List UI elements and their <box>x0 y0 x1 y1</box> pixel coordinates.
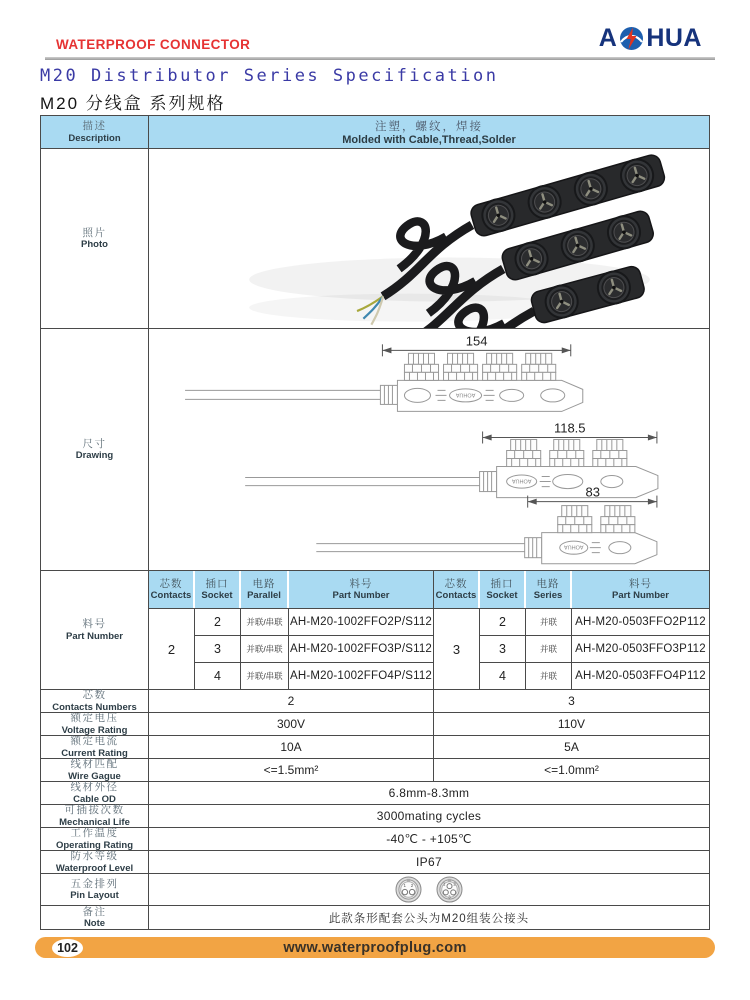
svg-text:1: 1 <box>442 881 446 887</box>
lightning-globe-icon <box>618 25 645 52</box>
svg-text:AOHUA: AOHUA <box>511 477 532 484</box>
pin-layout-3pin-icon <box>436 876 463 903</box>
dimension-drawing <box>149 329 709 570</box>
part-number-row: 4 并联 AH-M20-0503FFO4P112 <box>480 663 709 689</box>
row-label: 五金排列 Pin Layout <box>41 874 149 905</box>
svg-text:154: 154 <box>465 333 488 349</box>
page-title: M20 Distributor Series Specification <box>40 66 499 86</box>
svg-text:3: 3 <box>448 894 451 900</box>
value: 3000mating cycles <box>376 809 482 823</box>
contacts-count: 3 <box>434 609 480 689</box>
product-photo <box>149 149 709 328</box>
row-cable-od <box>41 782 709 805</box>
row-photo <box>41 149 709 329</box>
row-current-rating <box>41 736 709 759</box>
row-operating-rating <box>41 828 709 851</box>
value-left: 300V <box>149 713 434 735</box>
row-description <box>41 116 709 149</box>
pin-layout-diagrams <box>149 874 709 905</box>
value-right: 5A <box>564 740 579 754</box>
contacts-count: 2 <box>149 609 195 689</box>
part-number-row: 4 并联/串联 AH-M20-1002FFO4P/S112 <box>195 663 433 689</box>
part-number-table <box>149 571 709 689</box>
row-label: 备注 Note <box>41 906 149 929</box>
part-number-row: 2 并联/串联 AH-M20-1002FFO2P/S112 <box>195 609 433 636</box>
spec-table <box>40 115 710 930</box>
svg-text:AOHUA: AOHUA <box>455 391 476 398</box>
value-right: 3 <box>568 694 575 708</box>
page-subtitle: M20 分线盒 系列规格 <box>40 94 226 113</box>
part-number-header <box>149 571 433 609</box>
row-label: 线材匹配 Wire Gague <box>41 759 149 781</box>
row-wire-gauge <box>41 759 709 782</box>
row-label-photo: 照片 Photo <box>41 149 149 328</box>
header-divider <box>45 57 715 60</box>
svg-text:2: 2 <box>453 881 457 887</box>
part-number-group-2contacts <box>149 571 434 689</box>
part-number-row: 2 并联 AH-M20-0503FFO2P112 <box>480 609 709 636</box>
description-value: 注塑，螺纹，焊接 Molded with Cable,Thread,Solder <box>342 121 516 146</box>
part-number-row: 3 并联/串联 AH-M20-1002FFO3P/S112 <box>195 636 433 663</box>
row-drawing <box>41 329 709 571</box>
row-label: 工作温度 Operating Rating <box>41 828 149 850</box>
col-header-circuit: 电路 Series <box>526 571 572 608</box>
svg-text:2: 2 <box>410 883 414 889</box>
row-voltage-rating <box>41 713 709 736</box>
col-header-contacts: 芯数 Contacts <box>149 571 195 608</box>
row-part-number <box>41 571 709 690</box>
svg-text:118.5: 118.5 <box>553 420 586 436</box>
value-right: <=1.0mm² <box>544 763 599 777</box>
row-label-part-number: 料号 Part Number <box>41 571 149 689</box>
row-contacts-numbers <box>41 690 709 713</box>
col-header-part-number: 料号 Part Number <box>332 577 390 602</box>
value-left: <=1.5mm² <box>149 759 434 781</box>
part-number-group-3contacts <box>434 571 709 689</box>
col-header-socket: 插口 Socket <box>480 571 526 608</box>
value-left: 2 <box>149 690 434 712</box>
value: IP67 <box>416 855 442 869</box>
row-label: 芯数 Contacts Numbers <box>41 690 149 712</box>
row-pin-layout <box>41 874 709 906</box>
col-header-socket: 插口 Socket <box>195 571 241 608</box>
row-label-description: 描述 Description <box>41 116 149 148</box>
row-note <box>41 906 709 929</box>
value-left: 10A <box>149 736 434 758</box>
part-number-header <box>434 571 709 609</box>
pin-layout-2pin-icon <box>395 876 422 903</box>
part-number-row: 3 并联 AH-M20-0503FFO3P112 <box>480 636 709 663</box>
svg-text:1: 1 <box>403 883 407 889</box>
header-tagline: WATERPROOF CONNECTOR <box>56 37 251 52</box>
row-label: 额定电压 Voltage Rating <box>41 713 149 735</box>
svg-text:AOHUA: AOHUA <box>563 543 584 550</box>
col-header-contacts: 芯数 Contacts <box>434 571 480 608</box>
row-label-drawing: 尺寸 Drawing <box>41 329 149 570</box>
note-value: 此款条形配套公头为M20组装公接头 <box>328 912 530 925</box>
value: 6.8mm-8.3mm <box>388 786 470 800</box>
logo-text-a: A <box>598 24 618 52</box>
row-label: 可插拔次数 Mechanical Life <box>41 805 149 827</box>
col-header-circuit: 电路 Parallel <box>241 571 289 608</box>
row-waterproof-level <box>41 851 709 874</box>
footer-url: www.waterproofplug.com <box>283 939 467 956</box>
row-label: 额定电流 Current Rating <box>41 736 149 758</box>
logo-text-hua: HUA <box>646 24 702 52</box>
page-number-badge: 102 <box>52 939 83 957</box>
footer-bar <box>35 937 715 958</box>
value: -40℃ - +105℃ <box>386 832 472 846</box>
row-label: 线材外径 Cable OD <box>41 782 149 804</box>
value-right: 110V <box>557 717 586 731</box>
brand-logo <box>599 24 702 53</box>
row-label: 防水等级 Waterproof Level <box>41 851 149 873</box>
row-mechanical-life <box>41 805 709 828</box>
svg-text:83: 83 <box>585 484 601 500</box>
col-header-part-number: 料号 Part Number <box>611 577 669 602</box>
